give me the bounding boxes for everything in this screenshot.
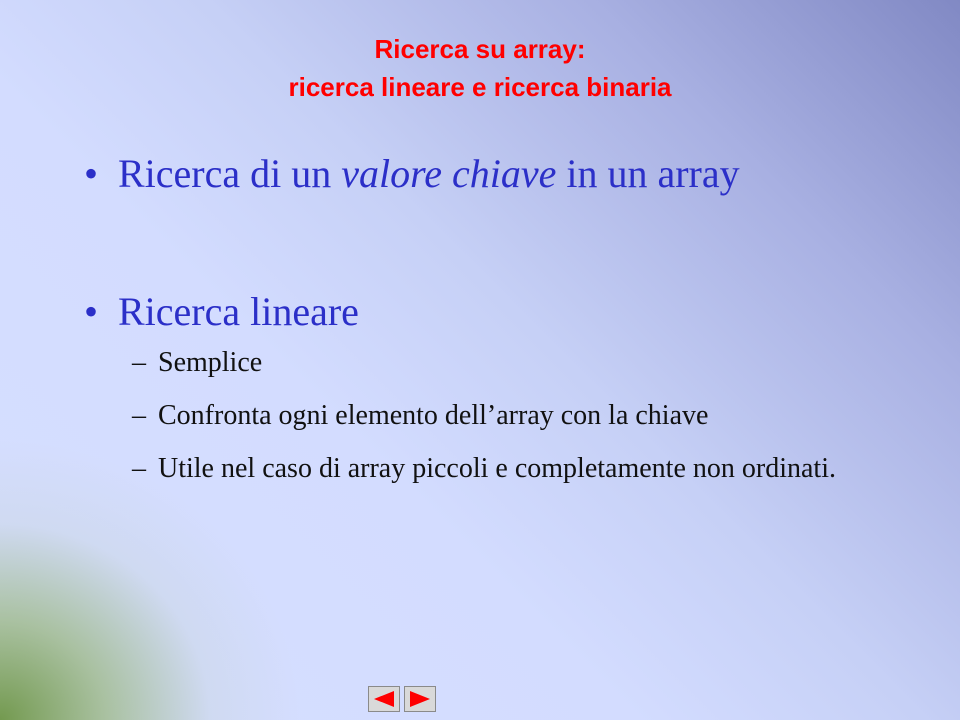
sub-item-marker: – [132,347,146,378]
bullet-marker: • [84,289,99,334]
triangle-right-icon [409,690,431,708]
bullet-text-after: in un array [556,151,740,196]
bullet-text-before: Ricerca di un [118,151,342,196]
bullet-item-linear-search [84,284,934,340]
sub-item-marker: – [132,453,146,484]
sub-item-simple [84,344,934,382]
bullet-text: Ricerca lineare [118,289,359,334]
sub-item-marker: – [132,400,146,431]
slide-title-line-2: ricerca lineare e ricerca binaria [288,72,672,102]
sub-item-useful [84,450,934,488]
sub-item-text: Semplice [158,347,263,378]
next-slide-button[interactable] [404,686,436,712]
sub-item-text: Utile nel caso di array piccoli e completamente non ordinati. [158,453,836,484]
bullet-item-search-key [84,146,934,202]
slide-content [84,146,934,488]
previous-slide-button[interactable] [368,686,400,712]
slide-navigation [368,686,436,712]
slide-title-line-1: Ricerca su array: [374,34,586,64]
sub-item-text: Confronta ogni elemento dell’array con la chiave [158,400,709,431]
sub-item-compare [84,397,934,435]
bullet-text-italic: valore chiave [341,151,557,196]
slide-title [0,30,960,106]
bullet-marker: • [84,151,99,196]
triangle-left-icon [373,690,395,708]
